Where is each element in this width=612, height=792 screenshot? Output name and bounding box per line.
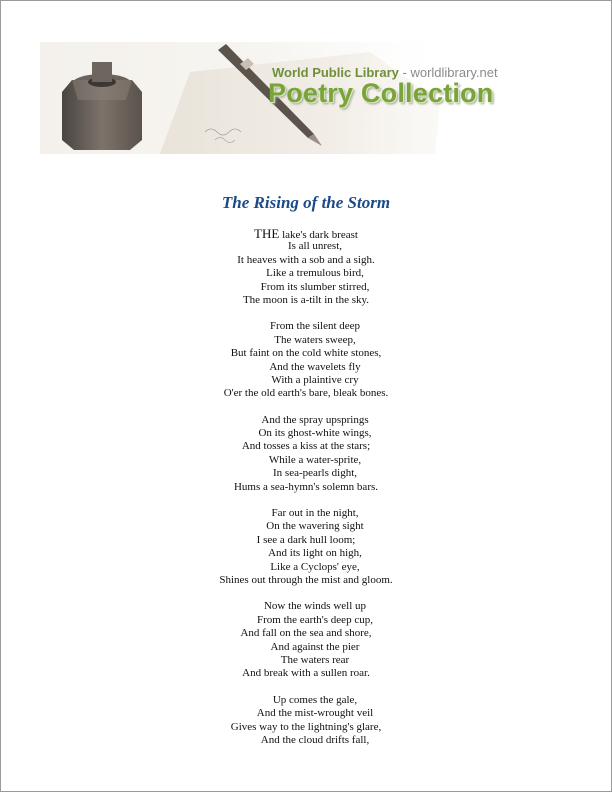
library-separator: - [398, 65, 411, 80]
poem-line: And the mist-wrought veil [256, 707, 374, 720]
poem-line: On its ghost-white wings, [258, 427, 372, 440]
poem-line: With a plaintive cry [271, 373, 359, 386]
poem-line: From the earth's deep cup, [257, 613, 373, 626]
stanza-5 [0, 600, 612, 680]
poem-line: And the wavelets fly [269, 360, 361, 373]
poem-line: Hums a sea-hymn's solemn bars. [233, 480, 379, 493]
poem-line: From its slumber stirred, [260, 280, 370, 293]
inkwell-neck [92, 62, 112, 82]
poem-line: Up comes the gale, [272, 693, 358, 706]
poem-line: It heaves with a sob and a sigh. [237, 253, 375, 266]
poem-title: The Rising of the Storm [221, 193, 391, 212]
poem-line: Now the winds well up [263, 600, 367, 613]
poem-line: Gives way to the lightning's glare, [230, 720, 382, 733]
collection-title: Poetry Collection [268, 78, 494, 108]
poem-line: The waters sweep, [274, 333, 356, 346]
poem-first-line-rest: lake's dark breast [279, 229, 358, 241]
poem-line: From the silent deep [269, 320, 361, 333]
poem-line: Like a tremulous bird, [266, 267, 364, 280]
stanza-1 [0, 227, 612, 307]
poem-line: Is all unrest, [287, 240, 343, 253]
poem-line: And the spray upsprings [261, 413, 369, 426]
poem-line: The waters rear [280, 653, 350, 666]
poem-line: On the wavering sight [266, 520, 364, 533]
poem-line: And against the pier [270, 640, 360, 653]
poem-first-letters: THE [254, 226, 280, 241]
poem-line: And tosses a kiss at the stars; [241, 440, 371, 453]
library-name: World Public Library [272, 65, 399, 80]
stanza-3 [0, 414, 612, 494]
poem-line [0, 227, 612, 240]
poem-body [0, 227, 612, 760]
poem-line: Shines out through the mist and gloom. [219, 573, 393, 586]
stanza-4 [0, 507, 612, 587]
poem-line: While a water-sprite, [268, 453, 362, 466]
poem-line: But faint on the cold white stones, [230, 347, 382, 360]
poem-line: And fall on the sea and shore, [240, 627, 372, 640]
poem-line: In sea-pearls dight, [273, 467, 357, 480]
poem-line: And the cloud drifts fall, [260, 733, 370, 746]
poem-line: And break with a sullen roar. [242, 667, 370, 680]
poem-line: And its light on high, [268, 547, 362, 560]
poem-line: The moon is a-tilt in the sky. [242, 293, 370, 306]
stanza-6 [0, 694, 612, 748]
poem-line: O'er the old earth's bare, bleak bones. [223, 387, 389, 400]
poem-line: I see a dark hull loom; [256, 533, 356, 546]
stanza-2 [0, 320, 612, 400]
poem-line: Like a Cyclops' eye, [270, 560, 360, 573]
poem-line: Far out in the night, [271, 507, 359, 520]
library-url: worldlibrary.net [410, 65, 498, 80]
header-banner [40, 42, 540, 154]
